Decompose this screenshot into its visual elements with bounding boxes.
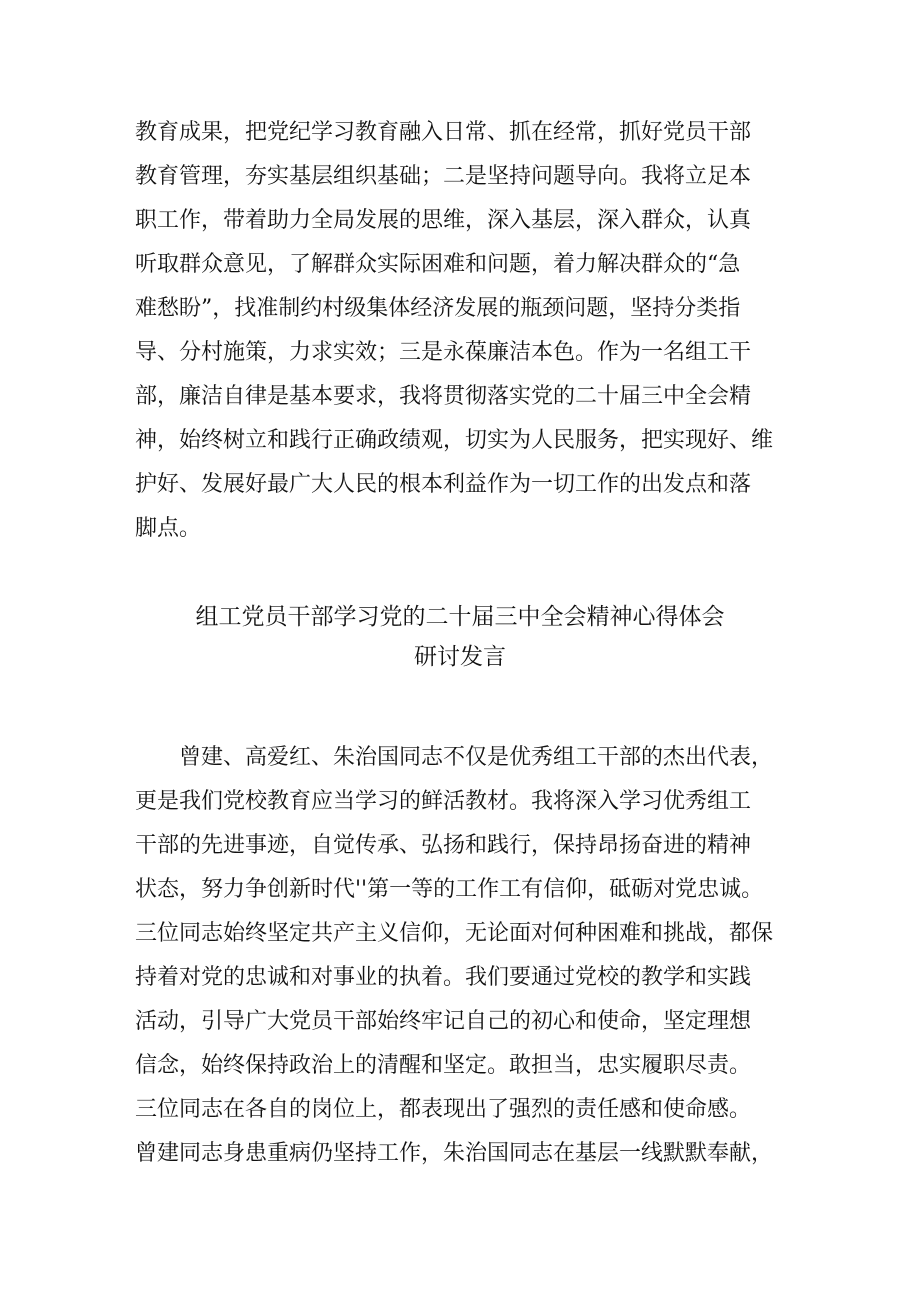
paragraph-line: 状态，努力争创新时代''第一等的工作工有信仰，砥砺对党忠诚。 [135,877,764,902]
body-paragraph-1 [135,111,795,551]
paragraph-line: 部，廉洁自律是基本要求，我将贯彻落实党的二十届三中全会精 [135,384,752,409]
title-line-2: 研讨发言 [414,644,506,670]
paragraph-line: 更是我们党校教育应当学习的鲜活教材。我将深入学习优秀组工 [135,789,752,814]
paragraph-line: 护好、发展好最广大人民的根本利益作为一切工作的出发点和落 [135,472,752,497]
paragraph-line: 干部的先进事迹，自觉传承、弘扬和践行，保持昂扬奋进的精神 [135,833,752,858]
paragraph-line: 曾建、高爱红、朱治国同志不仅是优秀组工干部的杰出代表， [135,745,774,770]
paragraph-line: 教育管理，夯实基层组织基础；二是坚持问题导向。我将立足本 [135,164,752,189]
paragraph-line: 导、分村施策，力求实效；三是永葆廉洁本色。作为一名组工干 [135,340,752,365]
paragraph-line: 职工作，带着助力全局发展的思维，深入基层，深入群众，认真 [135,208,752,233]
paragraph-line: 信念，始终保持政治上的清醒和坚定。敢担当，忠实履职尽责。 [135,1053,752,1078]
paragraph-line: 三位同志始终坚定共产主义信仰，无论面对何种困难和挑战，都保 [135,921,774,946]
paragraph-line: 神，始终树立和践行正确政绩观，切实为人民服务，把实现好、维 [135,428,774,453]
paragraph-line: 持着对党的忠诚和对事业的执着。我们要通过党校的教学和实践 [135,965,752,990]
paragraph-line: 脚点。 [135,516,202,541]
body-paragraph-2 [135,736,795,1176]
title-line-1: 组工党员干部学习党的二十届三中全会精神心得体会 [195,604,725,630]
paragraph-line: 听取群众意见，了解群众实际困难和问题，着力解决群众的“急 [135,252,741,277]
paragraph-line: 三位同志在各自的岗位上，都表现出了强烈的责任感和使命感。 [135,1097,752,1122]
paragraph-line: 教育成果，把党纪学习教育融入日常、抓在经常，抓好党员干部 [135,120,752,145]
paragraph-line: 曾建同志身患重病仍坚持工作，朱治国同志在基层一线默默奉献， [135,1141,774,1166]
paragraph-line: 活动，引导广大党员干部始终牢记自己的初心和使命，坚定理想 [135,1009,752,1034]
paragraph-line: 难愁盼”，找准制约村级集体经济发展的瓶颈问题，坚持分类指 [135,296,741,321]
document-title [0,597,920,677]
